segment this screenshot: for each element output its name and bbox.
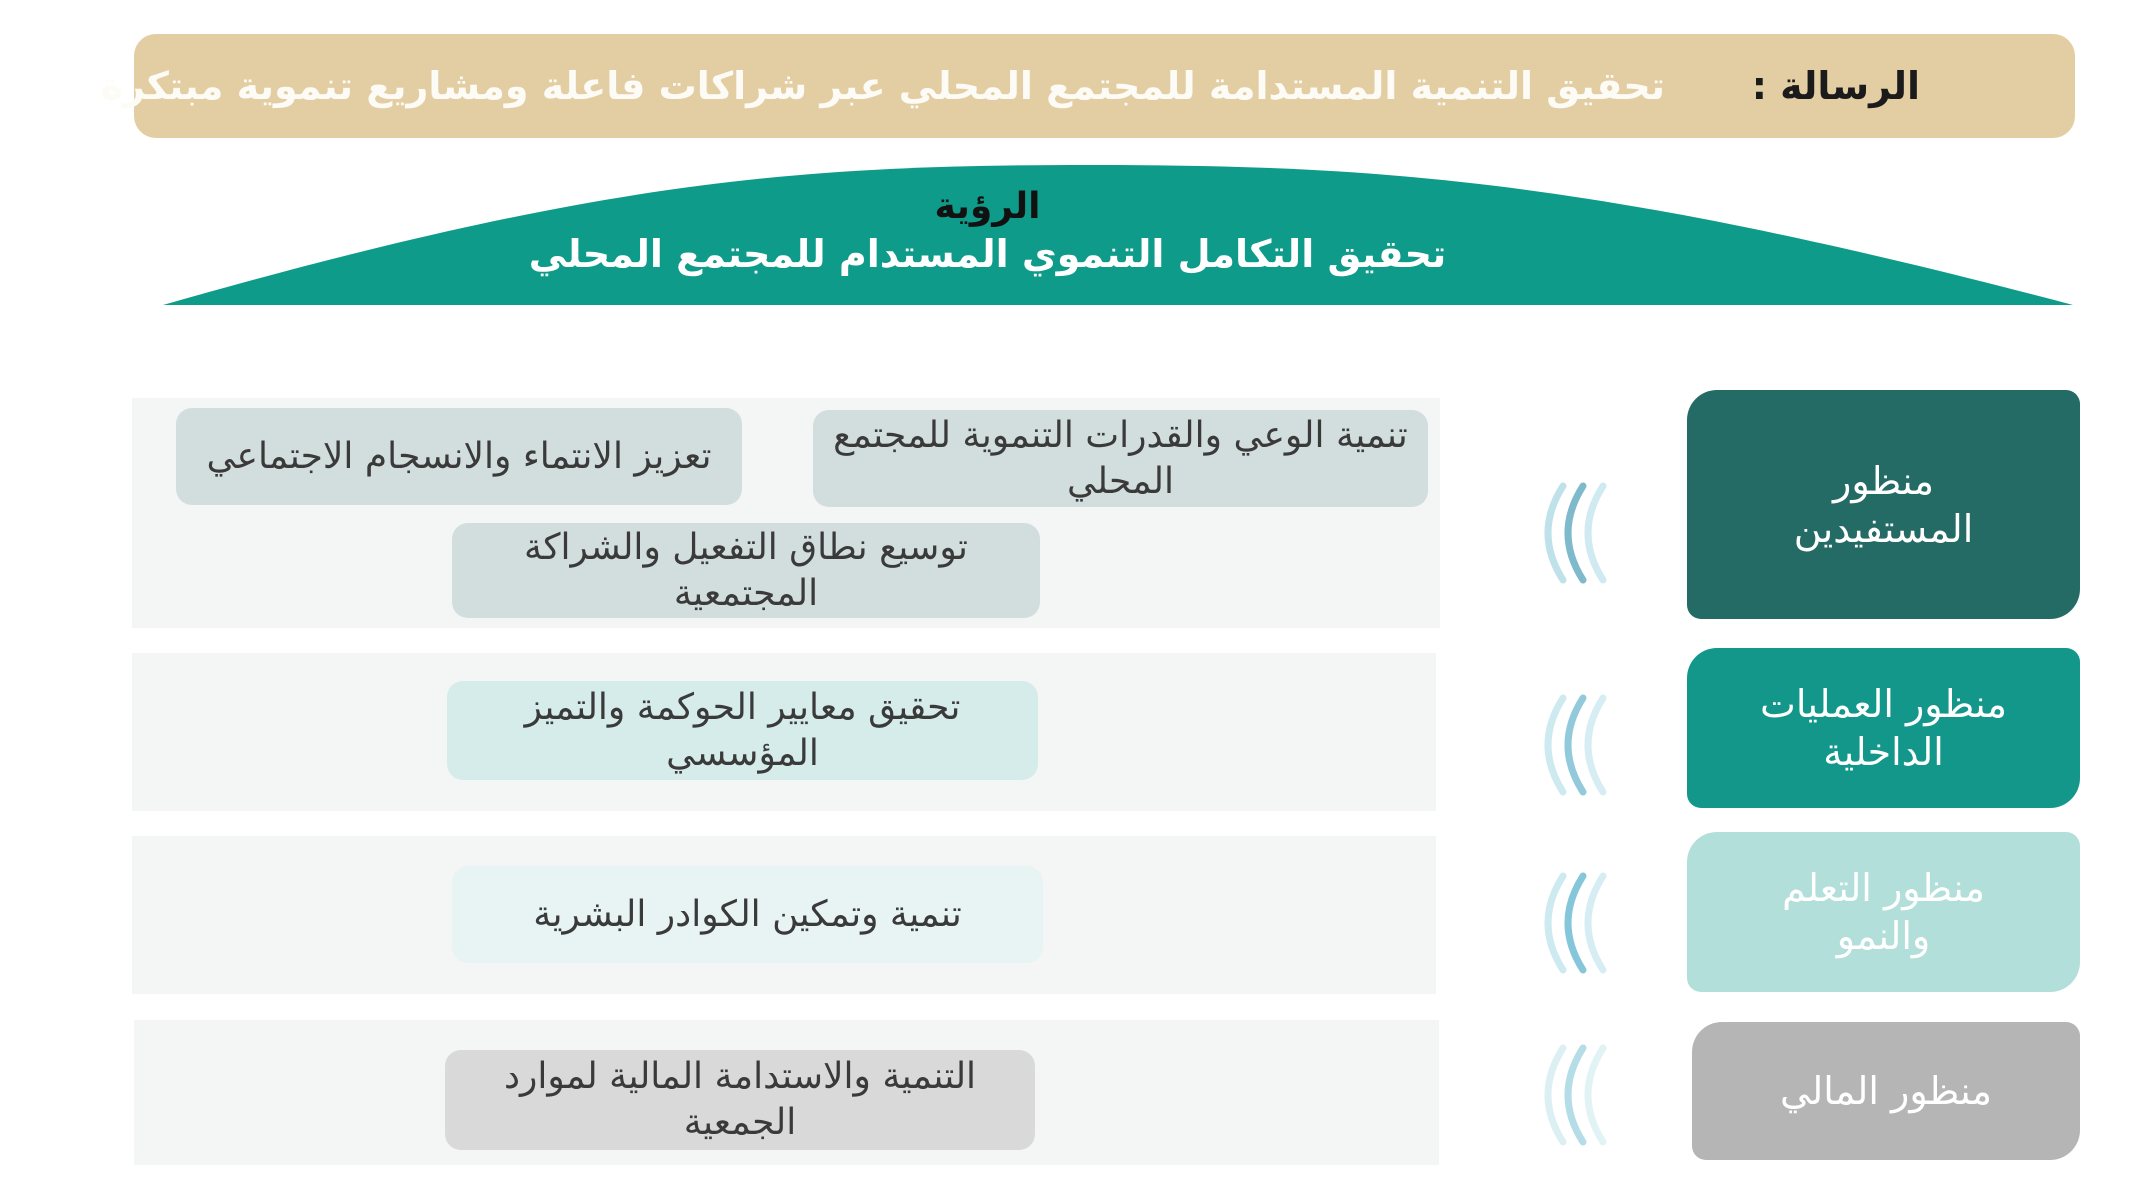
objective-human-resources	[452, 866, 1043, 963]
mission-label: الرسالة :	[1751, 64, 1920, 108]
vision-statement: تحقيق التكامل التنموي المستدام للمجتمع المحلي	[528, 232, 1447, 276]
objective-label: التنمية والاستدامة المالية لموارد الجمعية	[503, 1056, 977, 1143]
perspective-financial	[1692, 1022, 2080, 1160]
perspective-label: منظور المستفيدين	[1793, 458, 1974, 551]
perspective-internal-processes	[1687, 648, 2080, 808]
perspective-beneficiaries	[1687, 390, 2080, 619]
mission-text: تحقيق التنمية المستدامة للمجتمع المحلي عبر شراكات فاعلة ومشاريع تنموية مبتكرة	[100, 64, 1665, 108]
objective-social-belonging	[176, 408, 742, 505]
objective-label: تعزيز الانتماء والانسجام الاجتماعي	[206, 435, 712, 477]
objective-financial-sustainability	[445, 1050, 1035, 1150]
perspective-label: منظور المالي	[1780, 1069, 1992, 1113]
double-chevron-left-icon	[1525, 868, 1615, 978]
perspective-label: منظور التعلم والنمو	[1782, 866, 1985, 958]
objective-label: تحقيق معايير الحوكمة والتميز المؤسسي	[524, 686, 961, 774]
objective-label: تنمية وتمكين الكوادر البشرية	[533, 893, 962, 935]
double-chevron-left-icon	[1525, 478, 1615, 588]
vision-title: الرؤية	[934, 186, 1041, 227]
objective-label: تنمية الوعي والقدرات التنموية للمجتمع المحلي	[833, 414, 1408, 502]
perspective-learning-growth	[1687, 832, 2080, 992]
perspective-label: منظور العمليات الداخلية	[1760, 682, 2007, 774]
mission-bar	[100, 34, 2075, 138]
objective-community-partnership	[452, 523, 1040, 618]
objective-awareness-capacity	[813, 410, 1428, 507]
double-chevron-left-icon	[1525, 690, 1615, 800]
double-chevron-left-icon	[1525, 1040, 1615, 1150]
objective-label: توسيع نطاق التفعيل والشراكة المجتمعية	[524, 526, 968, 614]
objective-governance-excellence	[447, 681, 1038, 780]
